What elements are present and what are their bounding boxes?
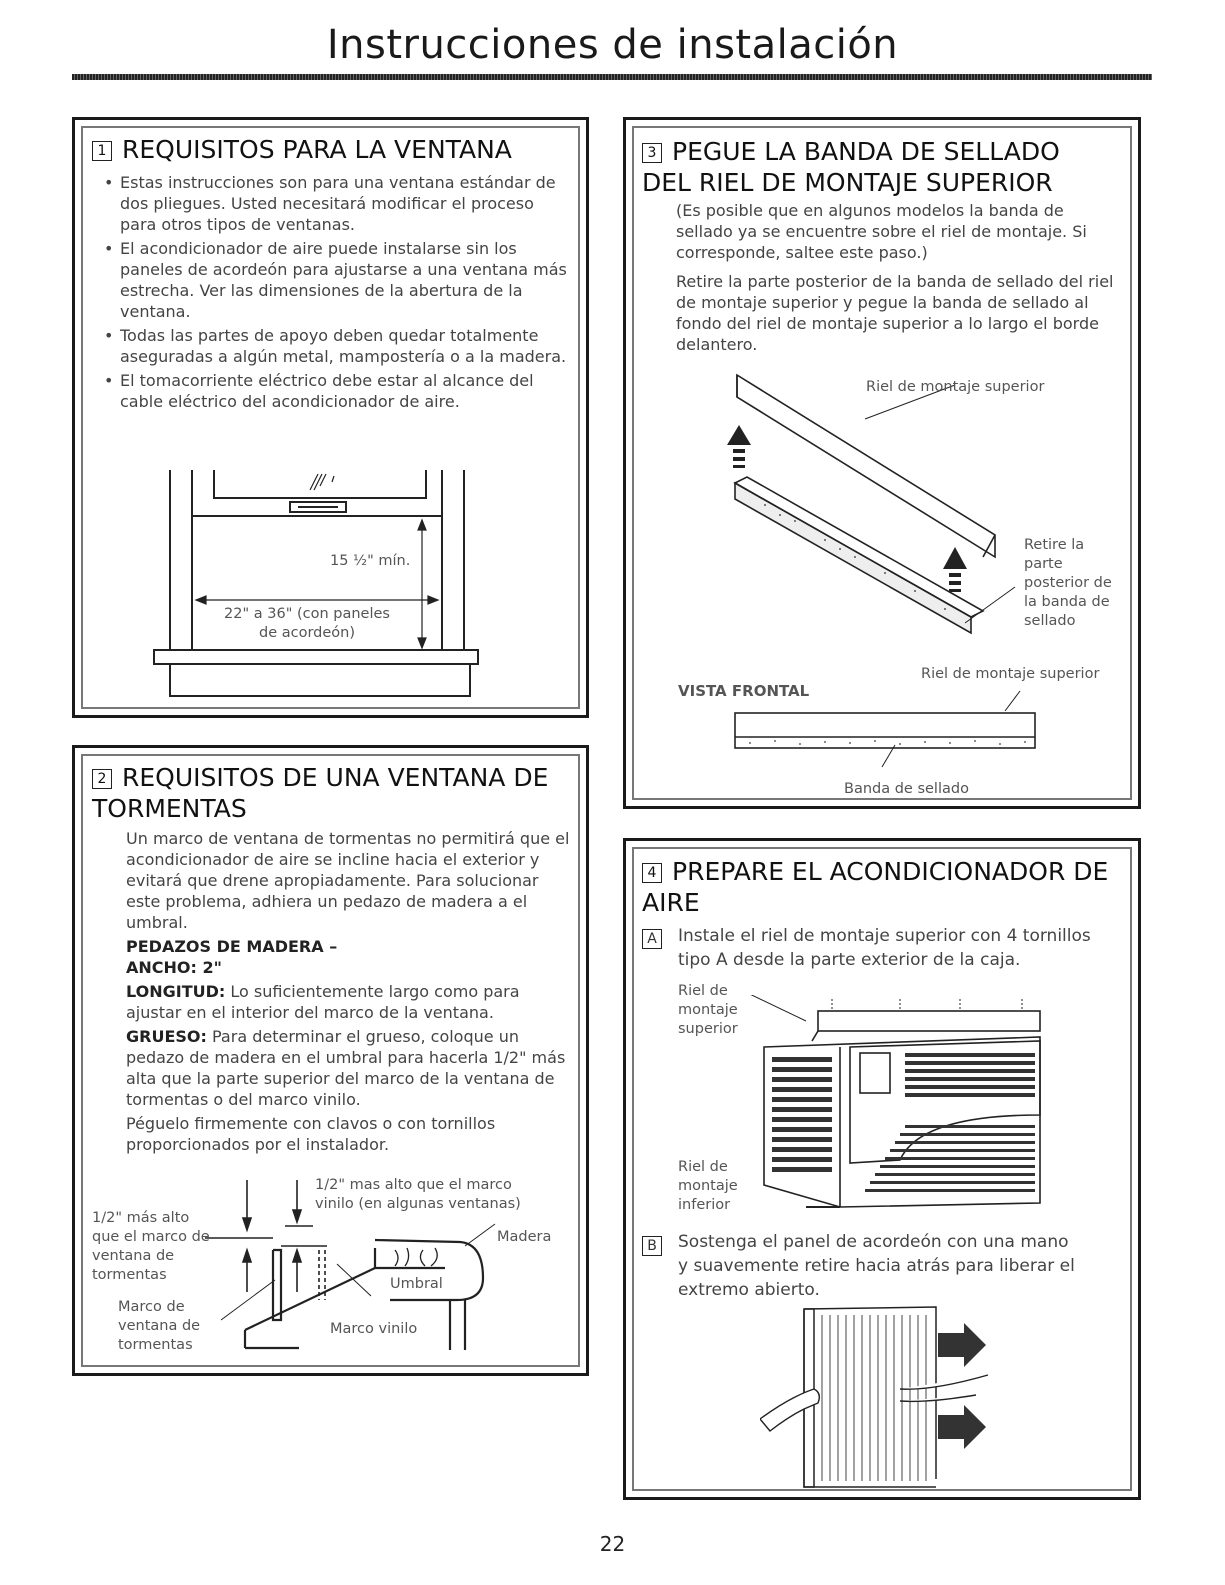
section-3-number: 3 [642,143,662,163]
page-title: Instrucciones de instalación [326,22,899,68]
section-2-header [92,762,562,824]
page-number: 22 [599,1532,626,1556]
front-view-label: VISTA FRONTAL [678,682,810,700]
section-2-body [126,828,571,1161]
callout-vinyl-higher: 1/2" mas alto que el marco vinilo (en algunas ventanas) [315,1177,521,1212]
section-1-header [92,134,512,165]
callout-ac-top-rail: Riel de montaje superior [678,983,738,1037]
section-2-title: REQUISITOS DE UNA VENTANA DE TORMENTAS [92,763,549,823]
section-3-title: PEGUE LA BANDA DE SELLADO DEL RIEL DE MONTAJE SUPERIOR [642,137,1060,197]
callout-sill: Umbral [390,1276,443,1292]
section-1-body [100,172,570,415]
section-1-title: REQUISITOS PARA LA VENTANA [122,135,512,164]
section-4-number: 4 [642,863,662,883]
title-rule [72,74,1152,80]
bullet-item: • Estas instrucciones son para una ventana estándar de dos pliegues. Usted necesitará modificar el proceso para otros tipos de ventanas. [100,172,570,235]
accordion-panel-diagram [760,1305,1000,1495]
dimension-height-label: 15 ½" mín. [330,553,411,569]
dimension-width-label: 22" a 36" (con paneles de acordeón) [222,605,392,643]
step-b-letter: B [642,1236,662,1256]
callout-wood: Madera [497,1229,552,1245]
step-a-text: Instale el riel de montaje superior con 4 tornillos tipo A desde la parte exterior de la caja. [678,926,1091,970]
wood-heading: PEDAZOS DE MADERA – [126,937,338,956]
callout-vinyl-frame: Marco vinilo [330,1321,418,1337]
wood-width: ANCHO: 2" [126,958,222,977]
bullet-item: • Todas las partes de apoyo deben quedar totalmente aseguradas a algún metal, mampostería o a la madera. [100,325,570,367]
section-4-header [642,856,1112,918]
callout-remove-backing: Retire la parte posterior de la banda de sellado [1024,537,1112,629]
wood-fasten: Péguelo firmemente con clavos o con tornillos proporcionados por el instalador. [126,1114,496,1154]
callout-seal-strip: Banda de sellado [844,781,969,797]
section-1-number: 1 [92,141,112,161]
front-view-diagram [730,685,1040,775]
callout-storm-frame: Marco de ventana de tormentas [118,1299,201,1353]
callout-top-rail: Riel de montaje superior [866,379,1045,395]
step-b-text: Sostenga el panel de acordeón con una mano y suavemente retire hacia atrás para liberar el extremo abierto. [678,1232,1075,1300]
seal-text: Retire la parte posterior de la banda de sellado del riel de montaje superior y pegue la banda de sellado al fondo del riel de montaje superior a lo largo el borde delantero. [676,272,1114,354]
seal-note: (Es posible que en algunos modelos la banda de sellado ya se encuentre sobre el riel de montaje. Si corresponde, saltee este paso.) [676,201,1087,262]
window-dimension-diagram [148,460,488,700]
section-4-title: PREPARE EL ACONDICIONADOR DE AIRE [642,857,1109,917]
bullet-item: • El tomacorriente eléctrico debe estar al alcance del cable eléctrico del acondicionador de aire. [100,370,570,412]
wood-thickness: GRUESO: Para determinar el grueso, coloque un pedazo de madera en el umbral para hacerla 1/2" más alta que la parte superior del marco de la ventana de tormentas o del marco vinilo. [126,1027,566,1109]
callout-top-rail-front: Riel de montaje superior [921,666,1100,682]
ac-unit-diagram [740,995,1060,1215]
callout-storm-higher: 1/2" más alto que el marco de ventana de tormentas [92,1210,210,1283]
section-3-header [642,136,1112,198]
seal-strip-diagram [725,365,1025,645]
bullet-item: • El acondicionador de aire puede instalarse sin los paneles de acordeón para ajustarse a una ventana más estrecha. Ver las dimensiones de la abertura de la ventana. [100,238,570,322]
section-3-body [676,200,1121,361]
wood-length: LONGITUD: Lo suficientemente largo como para ajustar en el interior del marco de la ventana. [126,982,520,1022]
step-a-letter: A [642,929,662,949]
storm-intro: Un marco de ventana de tormentas no permitirá que el acondicionador de aire se incline hacia el exterior y evitará que drene apropiadamente. Para solucionar este problema, adhiera un pedazo de madera a el umbral. [126,829,570,932]
callout-ac-bottom-rail: Riel de montaje inferior [678,1159,738,1213]
section-2-number: 2 [92,769,112,789]
